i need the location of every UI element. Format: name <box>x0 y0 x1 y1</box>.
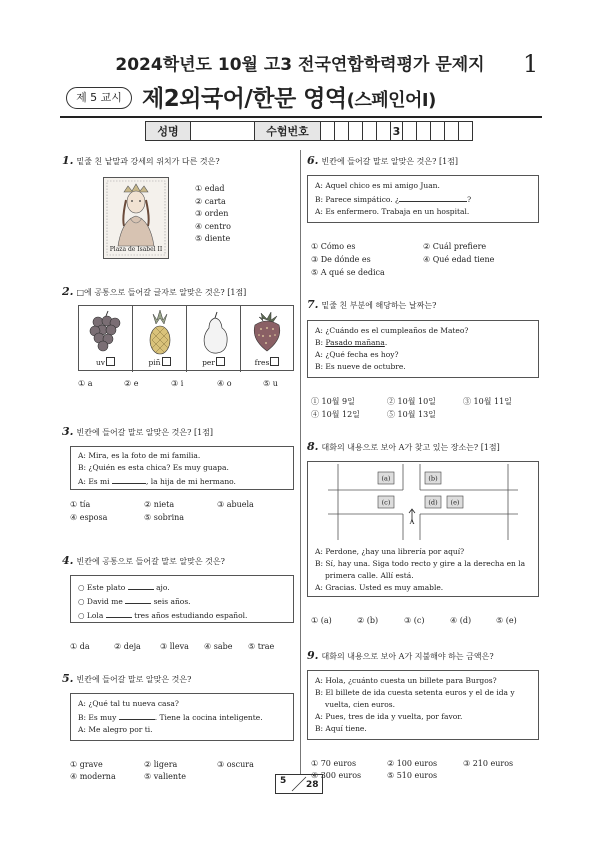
dialogue-line: B: El billete de ida cuesta setenta euros y el de ida y <box>315 688 515 697</box>
dialogue-line: B: ¿Quién es esta chica? Es muy guapa. <box>78 463 229 472</box>
option[interactable]: ① Cómo es <box>311 242 356 251</box>
option[interactable]: ④ centro <box>195 221 231 231</box>
exam-number-digit[interactable] <box>459 121 473 141</box>
option[interactable]: ② nieta <box>144 500 175 509</box>
dialogue-line: A: Gracias. Usted es muy amable. <box>315 583 444 592</box>
period-badge: 제 5 교시 <box>66 87 132 109</box>
dialogue-line: A: Es enfermero. Trabaja en un hospital. <box>315 207 470 216</box>
column-divider <box>300 150 301 775</box>
dialogue-line: A: Hola, ¿cuánto cuesta un billete para Burgos? <box>315 676 497 685</box>
question-prompt: 2. □에 공통으로 들어갈 글자로 알맞은 것은? [1점] <box>62 285 247 298</box>
map-dialogue-box <box>307 461 539 597</box>
question-3 <box>62 425 294 522</box>
question-8 <box>307 440 539 625</box>
current-page: 5 <box>280 776 287 786</box>
option[interactable]: ① 70 euros <box>311 759 357 768</box>
option[interactable]: ④ sabe <box>204 642 233 651</box>
fruit-label: uv <box>79 357 132 369</box>
stamp-caption: Plaza de Isabel II <box>109 246 163 253</box>
subject-title <box>142 80 436 113</box>
dialogue-line: primera calle. Allí está. <box>325 571 414 580</box>
option[interactable]: ② 10월 10일 <box>387 397 436 406</box>
options-list <box>195 183 295 246</box>
exam-number-digit[interactable] <box>403 121 417 141</box>
exam-number-digit[interactable] <box>377 121 391 141</box>
option[interactable]: ① tía <box>70 500 91 509</box>
dialogue-line: A: ¿Qué tal tu nueva casa? <box>78 699 179 708</box>
header-rule <box>60 116 542 118</box>
option[interactable]: ④ o <box>217 379 232 388</box>
question-prompt: 9. 대화의 내용으로 보아 A가 지불해야 하는 금액은? <box>307 649 494 662</box>
question-5 <box>62 672 294 781</box>
dialogue-line: A: ¿Cuándo es el cumpleaños de Mateo? <box>315 326 469 335</box>
student-info-row <box>145 121 473 141</box>
option[interactable]: ② deja <box>114 642 141 651</box>
dialogue-box <box>307 670 539 740</box>
options-list <box>307 396 539 424</box>
dialogue-line: B: Es muy . Tiene la cocina inteligente. <box>78 710 286 724</box>
dialogue-line: B: Aquí tiene. <box>315 724 367 733</box>
grapes-icon <box>86 310 126 354</box>
question-prompt: 4. 빈칸에 공통으로 들어갈 말로 알맞은 것은? <box>62 554 225 567</box>
option[interactable]: ③ oscura <box>217 760 254 769</box>
map-label-a: (a) <box>381 474 391 483</box>
option[interactable]: ① (a) <box>311 616 332 625</box>
sentence-box <box>70 575 294 623</box>
option[interactable]: ③ lleva <box>160 642 189 651</box>
sentence-line: ○ Este plato ajo. <box>78 580 286 594</box>
question-prompt: 3. 빈칸에 들어갈 말로 알맞은 것은? [1점] <box>62 425 214 438</box>
option[interactable]: ③ i <box>171 379 184 388</box>
dialogue-line: vuelta, cien euros. <box>325 700 396 709</box>
total-pages: 28 <box>306 780 319 790</box>
fruit-label: piñ <box>133 357 186 369</box>
question-1 <box>62 154 294 253</box>
fruit-grapes <box>79 306 133 372</box>
dialogue-line: A: Perdone, ¿hay una librería por aquí? <box>315 547 465 556</box>
dialogue-line: B: Parece simpático. ¿ ? <box>315 192 531 206</box>
exam-number-label: 수험번호 <box>255 121 321 141</box>
option[interactable]: ④ Qué edad tiene <box>423 255 495 264</box>
options-list <box>62 641 294 653</box>
pear-icon <box>197 308 231 356</box>
option[interactable]: ④ esposa <box>70 513 108 522</box>
fruit-label: fres <box>241 357 293 369</box>
option[interactable]: ② ligera <box>144 760 178 769</box>
option[interactable]: ② e <box>124 379 139 388</box>
option[interactable]: ③ abuela <box>217 500 254 509</box>
option[interactable]: ① edad <box>195 184 225 193</box>
exam-number-digit[interactable] <box>445 121 459 141</box>
option[interactable]: ⑤ u <box>263 379 278 388</box>
sentence-line: ○ Lola tres años estudiando español. <box>78 608 286 622</box>
pineapple-icon <box>143 308 177 356</box>
option[interactable]: ① grave <box>70 760 103 769</box>
dialogue-box <box>307 320 539 378</box>
option[interactable]: ④ 10월 12일 <box>311 410 360 419</box>
options-list <box>62 499 294 527</box>
option[interactable]: ⑤ trae <box>248 642 275 651</box>
dialogue-line: A: Mira, es la foto de mi familia. <box>78 451 201 460</box>
option[interactable]: ⑤ 10월 13일 <box>387 410 436 419</box>
question-6 <box>307 154 539 277</box>
option[interactable]: ③ 210 euros <box>463 759 514 768</box>
question-prompt: 5. 빈칸에 들어갈 말로 알맞은 것은? <box>62 672 192 685</box>
option[interactable]: ⑤ diente <box>195 234 231 243</box>
option[interactable]: ③ (c) <box>404 616 425 625</box>
option[interactable]: ② (b) <box>357 616 379 625</box>
question-7 <box>307 298 539 419</box>
stamp-image <box>103 177 169 259</box>
option[interactable]: ③ orden <box>195 209 229 218</box>
map-label-c: (c) <box>381 498 391 507</box>
fruit-label: per <box>187 357 240 369</box>
option[interactable]: ① da <box>70 642 90 651</box>
option[interactable]: ⑤ A qué se dedica <box>311 268 385 277</box>
exam-number-digit: 3 <box>391 121 403 141</box>
fruit-pear <box>187 306 241 372</box>
strawberry-icon <box>249 309 285 355</box>
map-label-d: (d) <box>428 498 438 507</box>
fruit-strawberry <box>241 306 293 372</box>
map-label-b: (b) <box>428 474 438 483</box>
exam-number-digit[interactable] <box>431 121 445 141</box>
dialogue-box <box>70 446 294 490</box>
question-9 <box>307 649 539 780</box>
dialogue-box <box>307 175 539 223</box>
options-list <box>307 241 539 281</box>
option[interactable]: ② 100 euros <box>387 759 438 768</box>
exam-number-digit[interactable] <box>417 121 431 141</box>
dialogue-box <box>70 693 294 741</box>
page-number: 1 <box>523 50 539 78</box>
dialogue-line: A: Pues, tres de ida y vuelta, por favor. <box>315 712 463 721</box>
question-4 <box>62 554 294 651</box>
option[interactable]: ② Cuál prefiere <box>423 242 487 251</box>
option[interactable]: ① 10월 9일 <box>311 397 355 406</box>
dialogue-line: B: Sí, hay una. Siga todo recto y gire a la derecha en la <box>315 559 526 568</box>
underlined-phrase: Pasado mañana <box>325 338 385 347</box>
fruit-pineapple <box>133 306 187 372</box>
option[interactable]: ⑤ sobrina <box>144 513 185 522</box>
sentence-line: ○ David me seis años. <box>78 594 286 608</box>
question-prompt: 8. 대화의 내용으로 보아 A가 찾고 있는 장소는? [1점] <box>307 440 500 453</box>
question-prompt: 1. 밑줄 친 낱말과 강세의 위치가 다른 것은? <box>62 154 220 167</box>
option[interactable]: ① a <box>78 379 93 388</box>
dialogue-line: A: Es mi , la hija de mi hermano. <box>78 474 286 488</box>
question-prompt: 6. 빈칸에 들어갈 말로 알맞은 것은? [1점] <box>307 154 459 167</box>
option[interactable]: ③ 10월 11일 <box>463 397 512 406</box>
exam-title: 2024학년도 10월 고3 전국연합학력평가 문제지 <box>115 55 485 75</box>
dialogue-line: A: ¿Qué fecha es hoy? <box>315 350 399 359</box>
name-field[interactable] <box>191 121 255 141</box>
subject-language: (스페인어Ⅰ) <box>346 90 436 111</box>
option[interactable]: ② carta <box>195 196 226 206</box>
options-list <box>307 758 539 786</box>
exam-number-digit[interactable] <box>349 121 363 141</box>
option[interactable]: ⑤ 510 euros <box>387 771 438 780</box>
exam-header <box>0 0 600 150</box>
exam-number-digit[interactable] <box>363 121 377 141</box>
name-label: 성명 <box>145 121 191 141</box>
dialogue-lines <box>315 546 535 594</box>
option[interactable]: ④ moderna <box>70 772 116 781</box>
question-prompt: 7. 밑줄 친 부분에 해당하는 날짜는? <box>307 298 437 311</box>
exam-number-digit[interactable] <box>321 121 335 141</box>
question-2 <box>62 285 294 388</box>
option[interactable]: ⑤ valiente <box>144 772 186 781</box>
options-list <box>62 378 294 390</box>
fruit-picture-row <box>78 305 294 371</box>
dialogue-line: B: Es nueve de octubre. <box>315 362 406 371</box>
option[interactable]: ③ De dónde es <box>311 255 371 264</box>
dialogue-line: A: Me alegro por ti. <box>78 725 153 734</box>
page-indicator <box>275 774 323 794</box>
dialogue-line: B: Pasado mañana. <box>315 338 388 347</box>
options-list <box>62 759 294 787</box>
map-label-position: A <box>409 518 415 526</box>
street-map <box>308 462 538 542</box>
option[interactable]: ④ 300 euros <box>311 771 362 780</box>
options-list <box>307 615 539 627</box>
option[interactable]: ④ (d) <box>450 616 472 625</box>
exam-number-digit[interactable] <box>335 121 349 141</box>
subject-main: 제2외국어/한문 영역 <box>142 86 347 112</box>
map-label-e: (e) <box>450 498 460 507</box>
option[interactable]: ⑤ (e) <box>496 616 517 625</box>
dialogue-line: A: Aquel chico es mi amigo Juan. <box>315 181 440 190</box>
